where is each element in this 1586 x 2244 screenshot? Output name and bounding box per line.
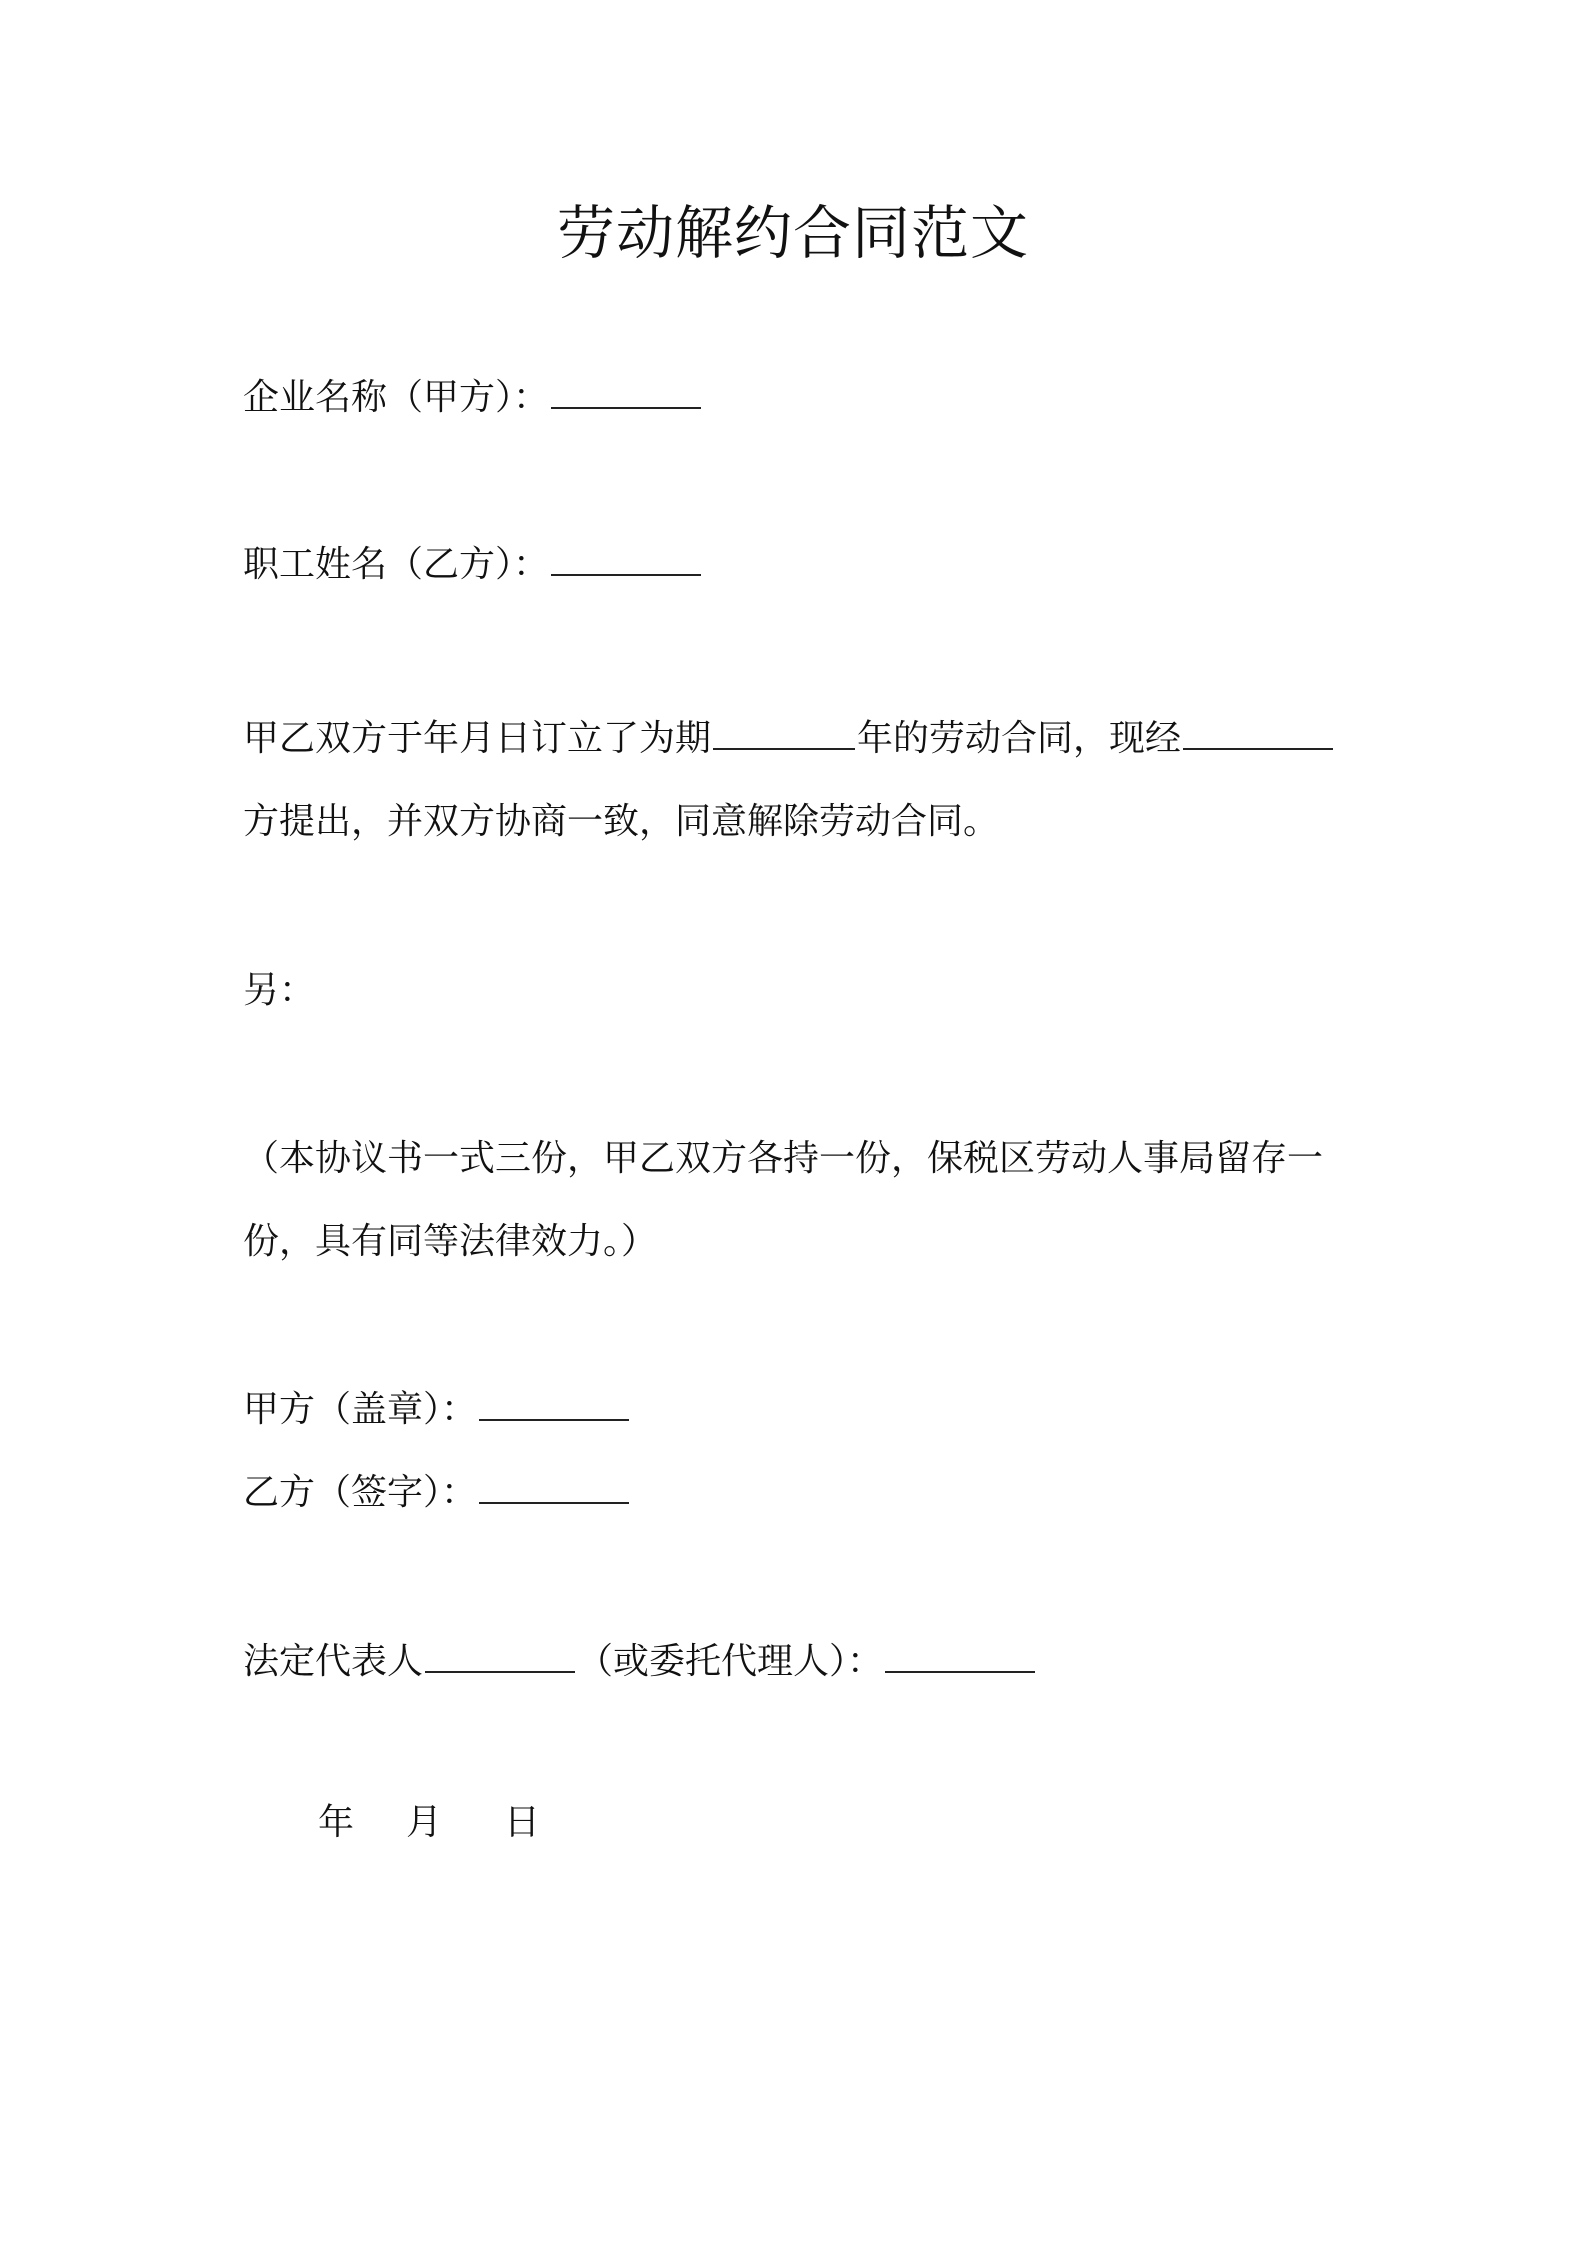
party-b-sign-label: 乙方（签字）： xyxy=(243,1472,478,1513)
party-a-seal-label: 甲方（盖章）： xyxy=(243,1389,478,1430)
party-b-blank[interactable] xyxy=(551,544,701,576)
legal-rep-label: 法定代表人 xyxy=(243,1641,424,1682)
body-line2: 方提出，并双方协商一致，同意解除劳动合同。 xyxy=(243,801,1000,842)
party-a-seal-blank[interactable] xyxy=(479,1389,629,1421)
date-day: 日 xyxy=(504,1802,541,1843)
party-a-line xyxy=(243,373,703,423)
date-month: 月 xyxy=(406,1802,443,1843)
body-line-1 xyxy=(243,714,1335,764)
party-b-label: 职工姓名（乙方）： xyxy=(243,544,550,585)
legal-rep-blank[interactable] xyxy=(425,1641,575,1673)
party-a-seal-line xyxy=(243,1385,631,1435)
party-a-label: 企业名称（甲方）： xyxy=(243,377,550,418)
contract-term-blank[interactable] xyxy=(713,718,855,750)
note-line-1 xyxy=(243,1134,1323,1184)
note-line2: 份，具有同等法律效力。） xyxy=(243,1221,658,1262)
note-line-2 xyxy=(243,1217,657,1267)
party-b-sign-blank[interactable] xyxy=(479,1472,629,1504)
body-line1-part2: 年的劳动合同，现经 xyxy=(857,718,1182,759)
body-line-2 xyxy=(243,797,999,847)
also-label: 另： xyxy=(243,970,316,1011)
agent-label: （或委托代理人）： xyxy=(577,1641,884,1682)
party-b-sign-line xyxy=(243,1468,631,1518)
date-year: 年 xyxy=(318,1802,355,1843)
party-b-line xyxy=(243,540,703,590)
legal-rep-line xyxy=(243,1637,1037,1687)
body-line1-part1: 甲乙双方于年月日订立了为期 xyxy=(243,718,712,759)
date-line xyxy=(318,1798,540,1848)
document-title: 劳动解约合同范文 xyxy=(556,199,1029,267)
agent-blank[interactable] xyxy=(885,1641,1035,1673)
note-line1: （本协议书一式三份，甲乙双方各持一份，保税区劳动人事局留存一 xyxy=(243,1138,1324,1179)
proposing-party-blank[interactable] xyxy=(1183,718,1333,750)
party-a-blank[interactable] xyxy=(551,377,701,409)
also-line xyxy=(243,966,315,1016)
